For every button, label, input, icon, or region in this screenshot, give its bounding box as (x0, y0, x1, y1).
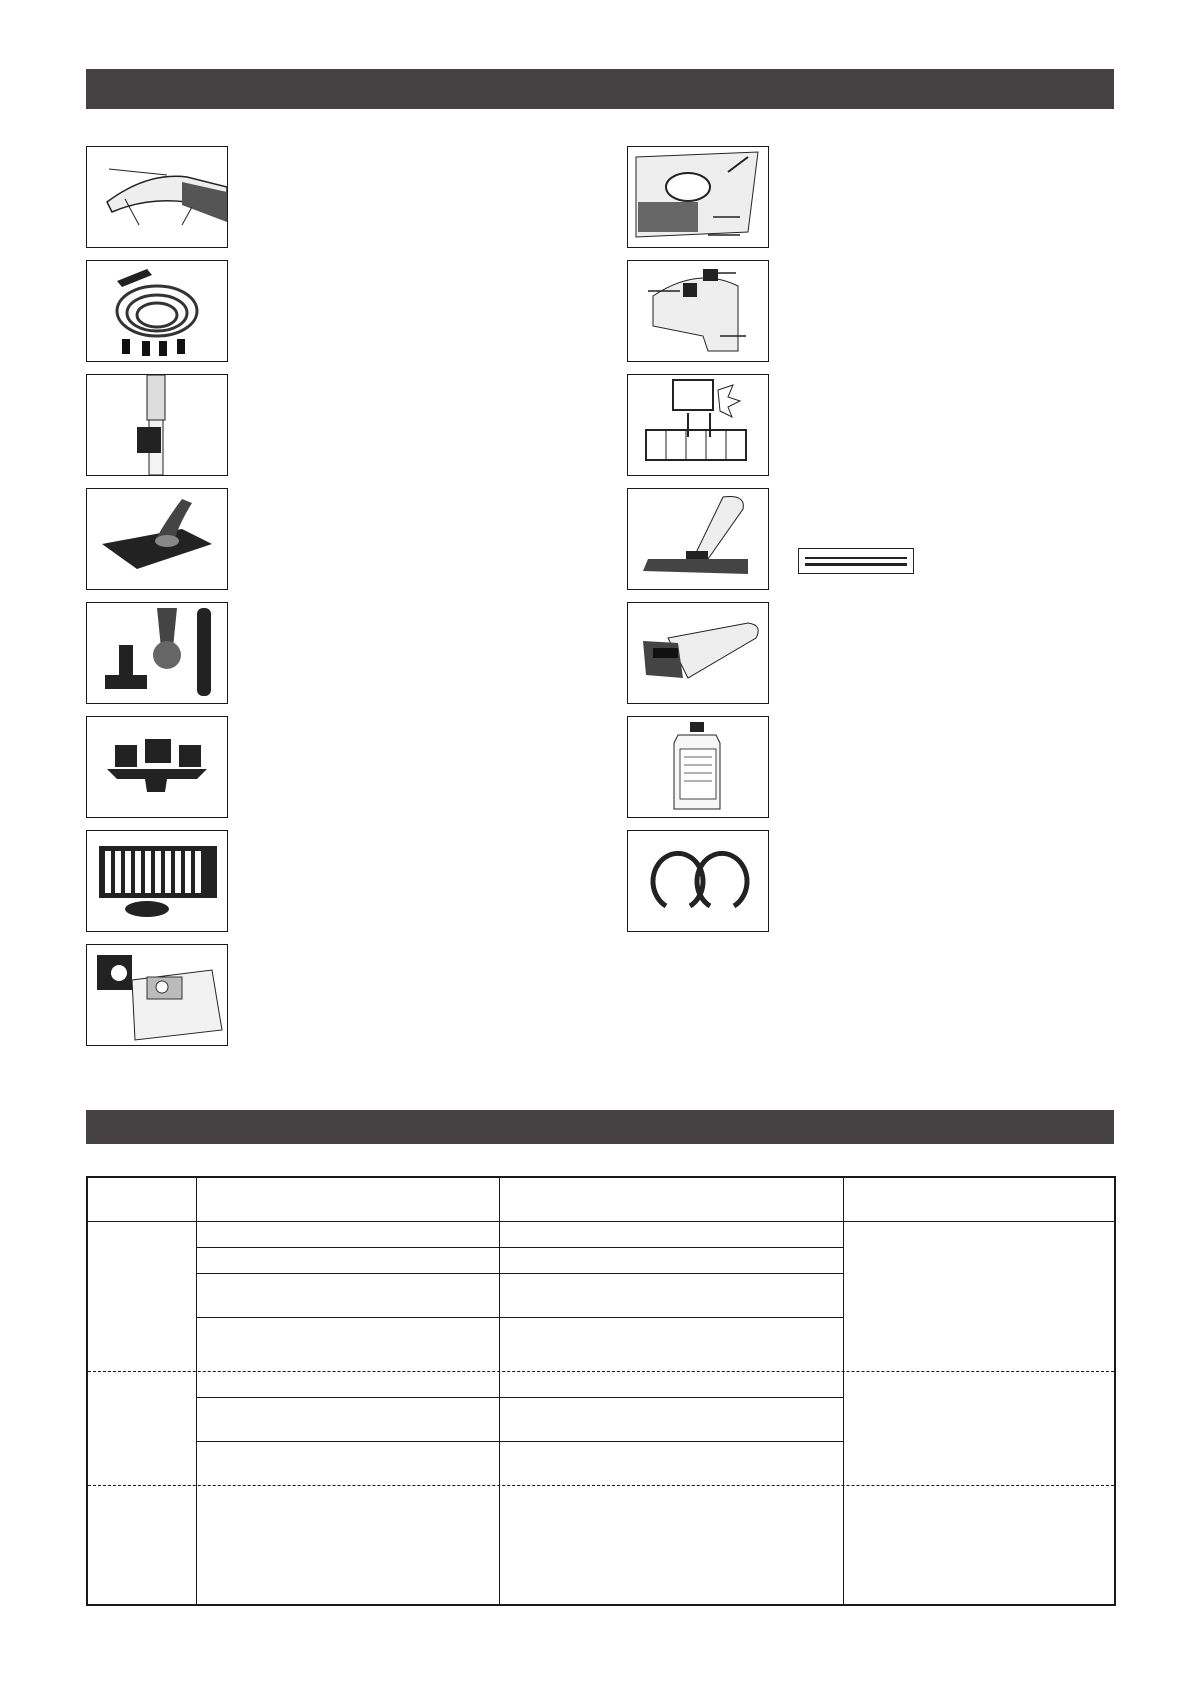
table-row-line (196, 1397, 843, 1398)
table-group-separator (88, 1485, 1114, 1486)
floor-nozzle-icon (87, 489, 227, 589)
tile-water-filter-box (627, 146, 769, 248)
suction-tube-icon (87, 375, 227, 475)
table-row-line (196, 1273, 843, 1274)
tile-detergent-bottle (627, 716, 769, 818)
tile-filter-holder (86, 716, 228, 818)
tile-suction-hose-handle (86, 146, 228, 248)
table-col-divider (843, 1178, 844, 1604)
spray-hose-icon (87, 261, 227, 361)
tile-spray-hose-set (86, 260, 228, 362)
accessories-header-bar (86, 69, 1114, 109)
water-tank-icon (628, 261, 768, 361)
hose-clips-icon (628, 831, 768, 931)
upholstery-nozzle-icon (628, 603, 768, 703)
table-row-line (196, 1441, 843, 1442)
detergent-bottle-icon (628, 717, 768, 817)
tile-dust-bag (86, 944, 228, 1046)
table-row-line (196, 1317, 843, 1318)
table-header-bar (86, 1110, 1114, 1144)
tile-hose-clips (627, 830, 769, 932)
tile-spray-extraction-nozzle (627, 488, 769, 590)
filter-holder-icon (87, 717, 227, 817)
filter-insert-icon (628, 375, 768, 475)
tile-filter-insert (627, 374, 769, 476)
tile-floor-nozzle (86, 488, 228, 590)
table-col-divider (499, 1178, 500, 1604)
tile-suction-tube (86, 374, 228, 476)
dust-bag-icon (87, 945, 227, 1045)
water-filter-box-icon (628, 147, 768, 247)
hose-handle-icon (87, 147, 227, 247)
nozzle-set-icon (87, 603, 227, 703)
squeegee-strip-figure (798, 548, 914, 574)
table-group-separator (88, 1371, 1114, 1372)
tile-upholstery-nozzle (627, 602, 769, 704)
spray-nozzle-icon (628, 489, 768, 589)
table-col-divider (196, 1178, 197, 1604)
hepa-filter-icon (87, 831, 227, 931)
tile-hepa-filter (86, 830, 228, 932)
tile-water-tank (627, 260, 769, 362)
tile-nozzle-set (86, 602, 228, 704)
table-header-line (88, 1221, 1114, 1222)
table-row-line (196, 1247, 843, 1248)
spec-table (86, 1176, 1116, 1606)
